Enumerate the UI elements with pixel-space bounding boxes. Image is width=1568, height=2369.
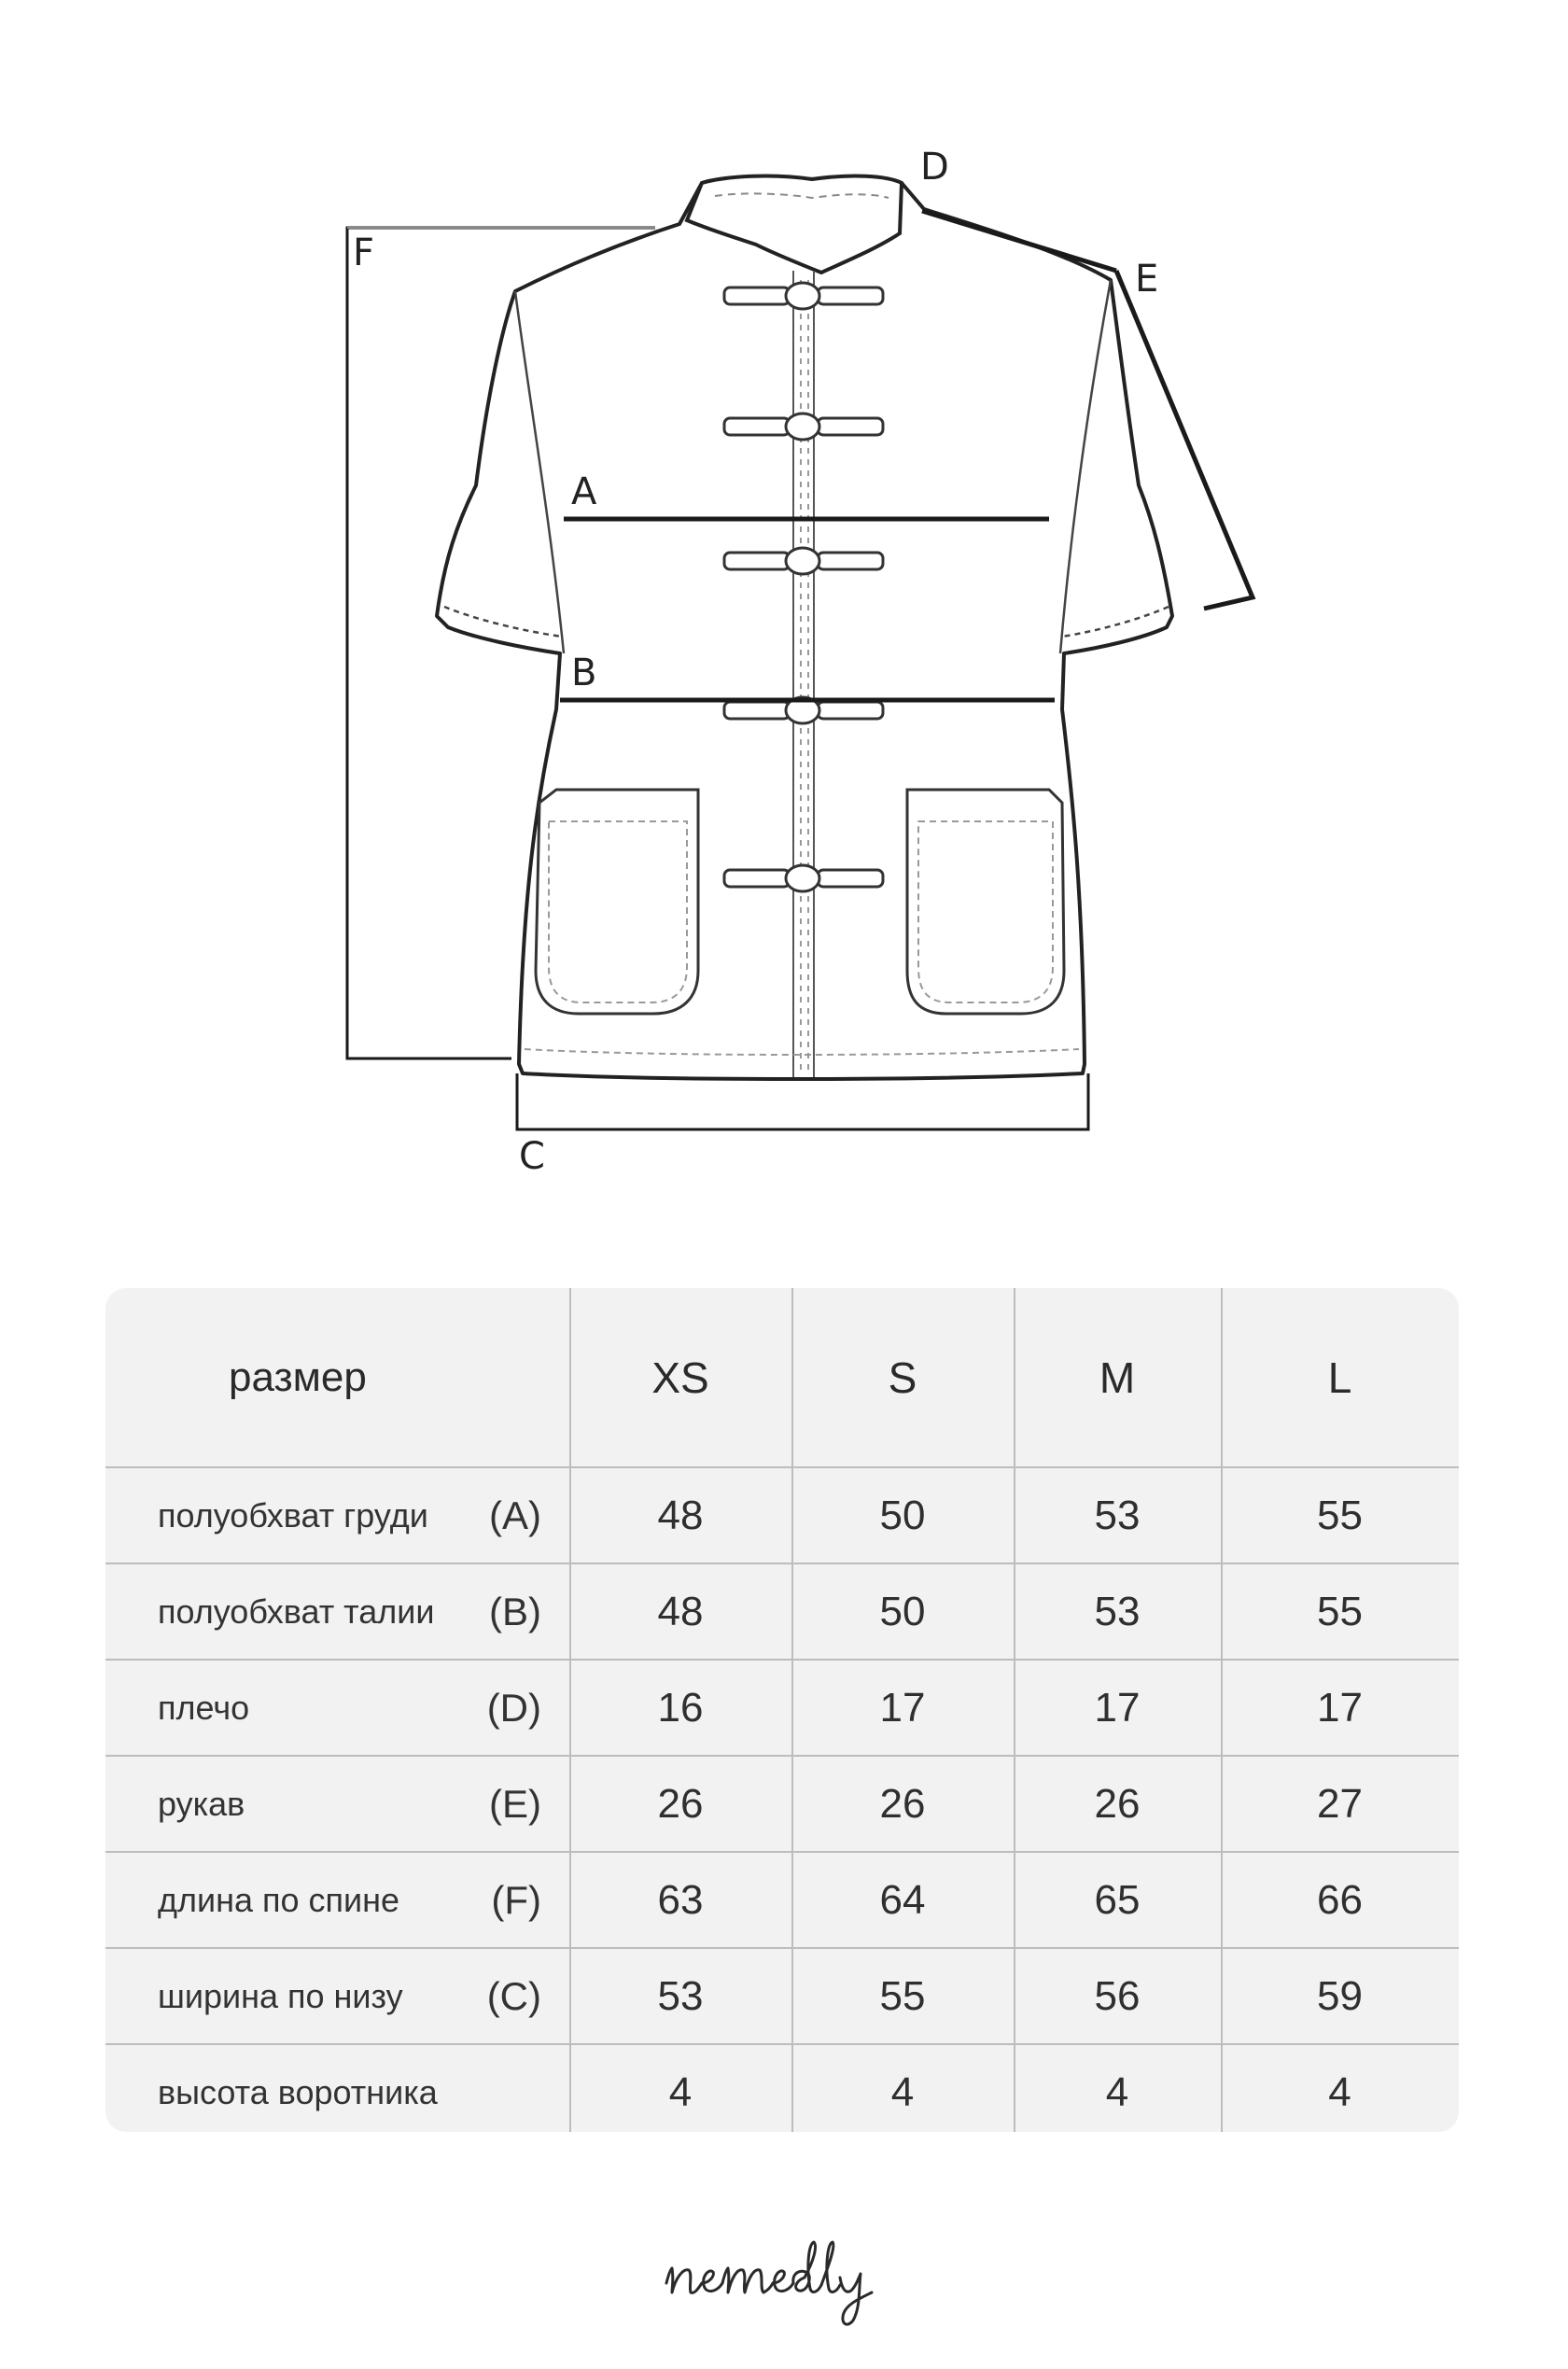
header-size-label-cell bbox=[105, 1288, 569, 1467]
row-code: (A) bbox=[489, 1493, 541, 1537]
value-s: 50 bbox=[879, 1588, 926, 1634]
label-f: F bbox=[353, 231, 375, 274]
table-row bbox=[105, 1757, 1459, 1851]
row-label-cell bbox=[105, 1468, 569, 1563]
value-xs: 63 bbox=[657, 1876, 704, 1923]
brand-logo bbox=[653, 2223, 915, 2335]
value-l: 66 bbox=[1317, 1876, 1363, 1923]
value-s: 17 bbox=[879, 1684, 926, 1731]
row-label-cell bbox=[105, 1757, 569, 1851]
table-row bbox=[105, 1853, 1459, 1947]
value-xs: 48 bbox=[657, 1588, 704, 1634]
label-d: D bbox=[920, 146, 949, 189]
table-row bbox=[105, 1661, 1459, 1755]
row-label: рукав bbox=[158, 1784, 245, 1823]
row-label: полуобхват груди bbox=[158, 1495, 428, 1535]
value-m: 65 bbox=[1094, 1876, 1141, 1923]
row-label-cell bbox=[105, 1661, 569, 1755]
value-l: 59 bbox=[1317, 1972, 1363, 2019]
row-label: плечо bbox=[158, 1688, 250, 1727]
table-row bbox=[105, 1564, 1459, 1659]
label-c: C bbox=[519, 1135, 545, 1178]
header-m-cell bbox=[1014, 1288, 1221, 1467]
table-row bbox=[105, 1949, 1459, 2043]
value-xs: 48 bbox=[657, 1492, 704, 1538]
header-size-s: S bbox=[888, 1353, 917, 1402]
value-s: 50 bbox=[879, 1492, 926, 1538]
value-l: 4 bbox=[1328, 2068, 1351, 2115]
label-b: B bbox=[571, 652, 597, 694]
value-m: 26 bbox=[1094, 1780, 1141, 1827]
row-label: ширина по низу bbox=[158, 1976, 403, 2015]
value-xs: 16 bbox=[657, 1684, 704, 1731]
row-code: (D) bbox=[486, 1685, 541, 1730]
value-s: 55 bbox=[879, 1972, 926, 2019]
row-label-cell bbox=[105, 1853, 569, 1947]
value-s: 4 bbox=[890, 2068, 915, 2115]
value-l: 55 bbox=[1317, 1492, 1363, 1538]
value-xs: 26 bbox=[657, 1780, 704, 1827]
row-code: (F) bbox=[491, 1877, 541, 1922]
row-code: (E) bbox=[489, 1781, 541, 1826]
value-m: 56 bbox=[1094, 1972, 1141, 2019]
row-label-cell bbox=[105, 1564, 569, 1659]
table-row bbox=[105, 1468, 1459, 1563]
value-l: 17 bbox=[1317, 1684, 1363, 1731]
value-s: 26 bbox=[879, 1780, 926, 1827]
row-label: высота воротника bbox=[158, 2072, 438, 2111]
label-e: E bbox=[1135, 258, 1159, 301]
header-s-cell bbox=[791, 1288, 1014, 1467]
value-s: 64 bbox=[879, 1876, 926, 1923]
value-m: 53 bbox=[1094, 1588, 1141, 1634]
row-code: (C) bbox=[486, 1973, 541, 2018]
header-size-label: размер bbox=[229, 1354, 367, 1400]
value-m: 17 bbox=[1094, 1684, 1141, 1731]
value-m: 53 bbox=[1094, 1492, 1141, 1538]
row-label: полуобхват талии bbox=[158, 1591, 435, 1631]
header-xs-cell bbox=[569, 1288, 791, 1467]
value-l: 27 bbox=[1317, 1780, 1363, 1827]
value-xs: 4 bbox=[668, 2068, 693, 2115]
row-code: (B) bbox=[489, 1589, 541, 1633]
value-m: 4 bbox=[1105, 2068, 1129, 2115]
table-header-row bbox=[105, 1288, 1459, 1467]
row-label-cell bbox=[105, 2045, 569, 2132]
row-label-cell bbox=[105, 1949, 569, 2043]
row-label: длина по спине bbox=[158, 1880, 400, 1919]
header-size-l: L bbox=[1327, 1353, 1352, 1402]
header-size-m: M bbox=[1099, 1353, 1136, 1402]
measure-line-c bbox=[517, 1073, 1088, 1129]
label-a: A bbox=[571, 470, 597, 513]
table-row bbox=[105, 2045, 1459, 2132]
header-size-xs: XS bbox=[651, 1353, 709, 1402]
value-xs: 53 bbox=[657, 1972, 704, 2019]
value-l: 55 bbox=[1317, 1588, 1363, 1634]
size-table bbox=[105, 1288, 1459, 2132]
header-l-cell bbox=[1221, 1288, 1459, 1467]
